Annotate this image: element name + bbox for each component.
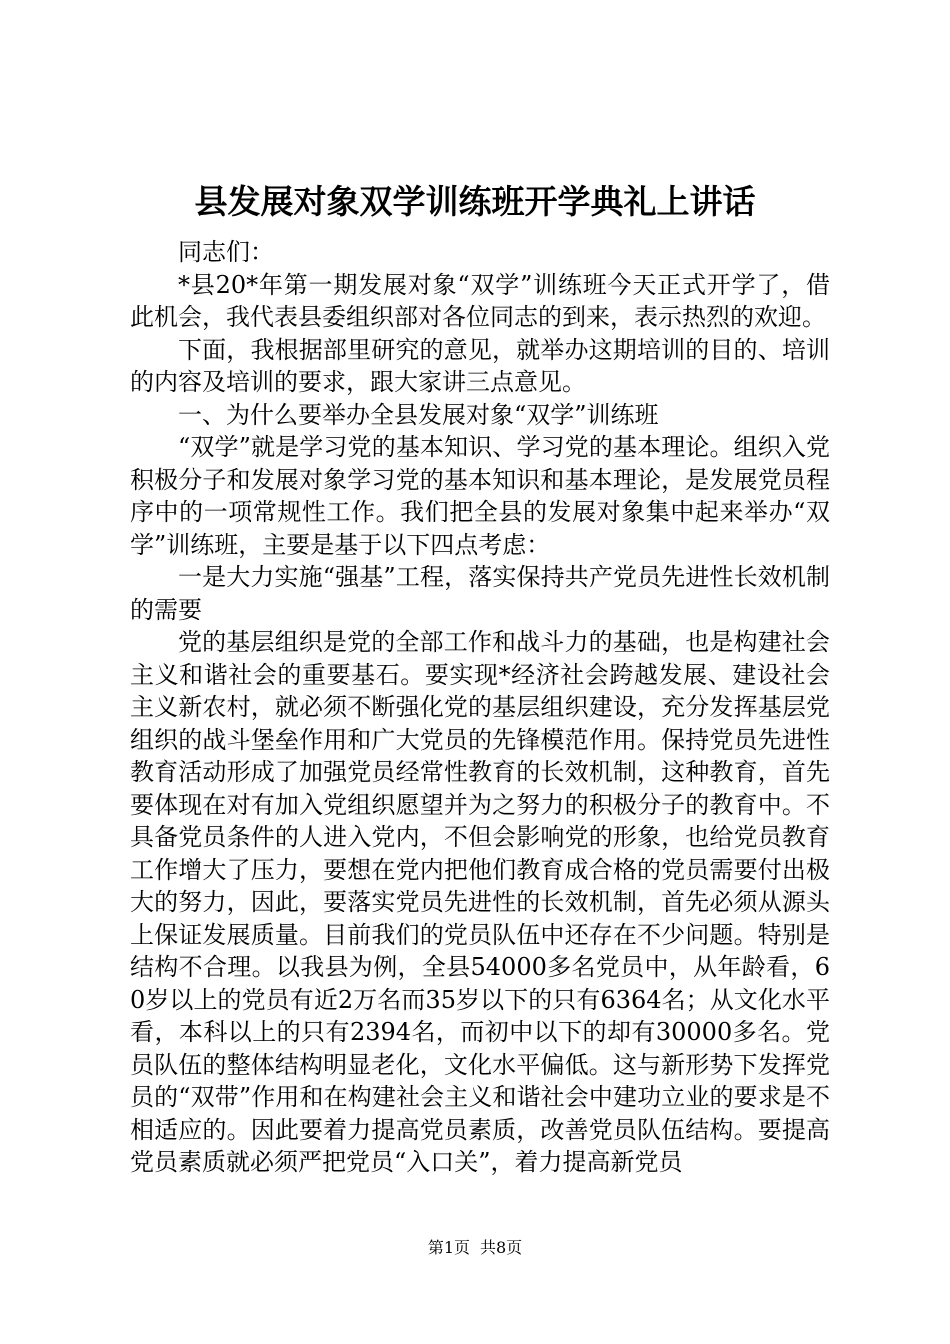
subheading-point-1: 一是大力实施“强基”工程，落实保持共产党员先进性长效机制的需要	[130, 563, 830, 624]
document-title: 县发展对象双学训练班开学典礼上讲话	[194, 182, 756, 221]
section-heading-1: 一、为什么要举办全县发展对象“双学”训练班	[178, 400, 659, 429]
page-footer	[0, 1237, 950, 1259]
paragraph-welcome: *县20*年第一期发展对象“双学”训练班今天正式开学了，借此机会，我代表县委组织部对各位同志的到来，表示热烈的欢迎。	[130, 270, 830, 331]
paragraph-intro: 下面，我根据部里研究的意见，就举办这期培训的目的、培训的内容及培训的要求，跟大家讲三点意见。	[130, 335, 830, 396]
page-number: 第1页	[427, 1238, 470, 1257]
paragraph-grassroots: 党的基层组织是党的全部工作和战斗力的基础，也是构建社会主义和谐社会的重要基石。要实现*经济社会跨越发展、建设社会主义新农村，就必须不断强化党的基层组织建设，充分发挥基层党组织的战斗堡垒作用和广大党员的先锋模范作用。保持党员先进性教育活动形成了加强党员经常性教育的长效机制，这种教育，首先要体现在对有加入党组织愿望并为之努力的积极分子的教育中。不具备党员条件的人进入党内，不但会影响党的形象，也给党员教育工作增大了压力，要想在党内把他们教育成合格的党员需要付出极大的努力，因此，要落实党员先进性的长效机制，首先必须从源头上保证发展质量。目前我们的党员队伍中还存在不少问题。特别是结构不合理。以我县为例，全县54000多名党员中，从年龄看，60岁以上的党员有近2万名而35岁以下的只有6364名；从文化水平看，本科以上的只有2394名，而初中以下的却有30000多名。党员队伍的整体结构明显老化，文化水平偏低。这与新形势下发挥党员的“双带”作用和在构建社会主义和谐社会中建功立业的要求是不相适应的。因此要着力提高党员素质，改善党员队伍结构。要提高党员素质就必须严把党员“入口关”，着力提高新党员	[130, 628, 830, 1176]
document-body	[130, 236, 830, 1179]
paragraph-shuangxue-definition: “双学”就是学习党的基本知识、学习党的基本理论。组织入党积极分子和发展对象学习党的基本知识和基本理论，是发展党员程序中的一项常规性工作。我们把全县的发展对象集中起来举办“双学”训练班，主要是基于以下四点考虑：	[130, 433, 830, 559]
page-total: 共8页	[480, 1238, 523, 1257]
paragraph-salutation: 同志们：	[178, 238, 274, 266]
